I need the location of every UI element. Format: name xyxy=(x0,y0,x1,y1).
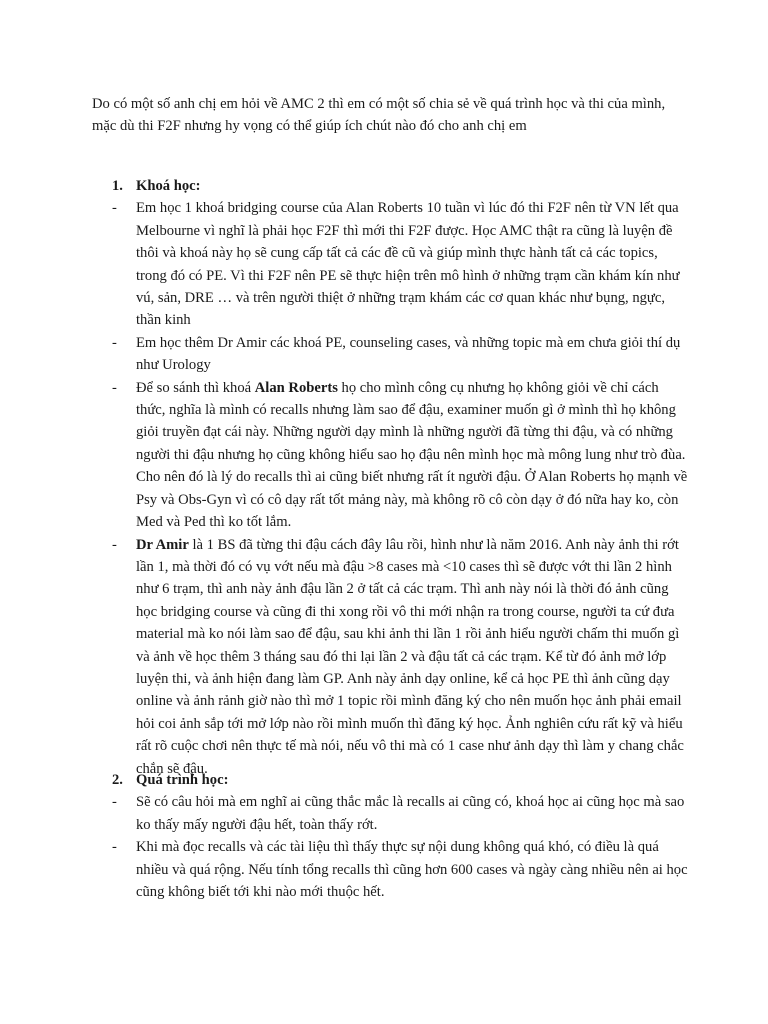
item-text: là 1 BS đã từng thi đậu cách đây lâu rồi, hình như là năm 2016. Anh này ảnh thi rớt lần 1, mà thời đó có vụ vớt nếu mà đậu >8 cases mà <10 cases thì sẽ được vớt thi lần 2 hình như 6 trạm, thì anh này ảnh đậu lần 2 ở tất cả các trạm. Thì anh này nói là thời đó ảnh cũng học bridging course và cũng đi thi xong rồi vô thi mới nhận ra trong course, người ta cứ đưa material mà ko nói làm sao để đậu, sau khi ảnh thi lần 1 rồi ảnh hiểu người chấm thi muốn gì và ảnh về học thêm 3 tháng sau đó thi lại lần 2 và đậu tất cả các trạm. Kể từ đó ảnh mở lớp luyện thi, và ảnh hiện đang làm GP. Anh này ảnh dạy online, kể cả học PE thì ảnh cũng dạy online và ảnh rảnh giờ nào thì mở 1 topic rồi mình đăng ký cho nên muốn học ảnh phải email hỏi coi ảnh sắp tới mở lớp nào rồi mình muốn thì đăng ký học. Ảnh nghiên cứu rất kỹ và hiểu rất rõ cuộc chơi nên thực tế mà nói, nếu vô thi mà có 1 case như ảnh dạy thì làm y chang chắc chắn sẽ đậu. xyxy=(136,536,684,777)
section-title: Khoá học: xyxy=(136,178,201,194)
list-item: - Khi mà đọc recalls và các tài liệu thì thấy thực sự nội dung không quá khó, có điều là quá nhiều và quá rộng. Nếu tính tổng recalls thì cũng hơn 600 cases và ngày càng nhiều nên ai học cũng không biết tới khi nào mới thuộc hết. xyxy=(92,836,688,903)
section-number: 1. xyxy=(112,178,123,194)
section-qua-trinh-hoc xyxy=(92,769,688,903)
intro-paragraph: Do có một số anh chị em hỏi về AMC 2 thì em có một số chia sẻ về quá trình học và thi của mình, mặc dù thi F2F nhưng hy vọng có thể giúp ích chút nào đó cho anh chị em xyxy=(92,96,666,135)
list-item: - Sẽ có câu hỏi mà em nghĩ ai cũng thắc mắc là recalls ai cũng có, khoá học ai cũng học mà sao ko thấy mấy người đậu hết, toàn thấy rớt. xyxy=(92,791,688,836)
bold-term: Alan Roberts xyxy=(254,379,338,396)
section-heading xyxy=(112,769,688,791)
list-item xyxy=(92,377,688,534)
list-item: - Em học thêm Dr Amir các khoá PE, counseling cases, và những topic mà em chưa giỏi thí dụ như Urology xyxy=(92,332,688,377)
bold-term: Dr Amir xyxy=(136,536,189,553)
list-item xyxy=(92,534,688,780)
section-title: Quá trình học: xyxy=(136,772,229,788)
section-heading xyxy=(112,175,688,197)
bullet-list xyxy=(92,197,688,780)
section-number: 2. xyxy=(112,772,123,788)
item-text: họ cho mình công cụ nhưng họ không giỏi về chỉ cách thức, nghĩa là mình có recalls nhưng làm sao để đậu, examiner muốn gì ở mình thì họ không giỏi truyền đạt cái này. Những người dạy mình là những người đã từng thi đậu, và có những người thi đậu nhưng họ cũng không hiểu sao họ đậu nên mình học mà mông lung như trò đùa. Cho nên đó là lý do recalls thì ai cũng biết nhưng rất ít người đậu. Ở Alan Roberts họ mạnh về Psy và Obs-Gyn vì có cô dạy rất tốt mảng này, mà không rõ cô còn dạy ở đó nữa hay ko, còn Med và Ped thì ko tốt lắm. xyxy=(136,379,688,531)
section-khoa-hoc xyxy=(92,175,688,780)
list-item: - Em học 1 khoá bridging course của Alan Roberts 10 tuần vì lúc đó thi F2F nên từ VN lết qua Melbourne vì nghĩ là phải học F2F thì mới thi F2F được. Học AMC thật ra cũng là luyện đề thôi và khoá này họ sẽ cung cấp tất cả các đề cũ và giúp mình thực hành tất cả các topics, trong đó có PE. Vì thi F2F nên PE sẽ thực hiện trên mô hình ở những trạm cần khám kín như vú, sản, DRE … và trên người thiệt ở những trạm khám các cơ quan khác như bụng, ngực, thần kinh xyxy=(92,197,688,331)
item-text: Để so sánh thì khoá xyxy=(136,379,255,396)
bullet-list xyxy=(92,791,688,903)
